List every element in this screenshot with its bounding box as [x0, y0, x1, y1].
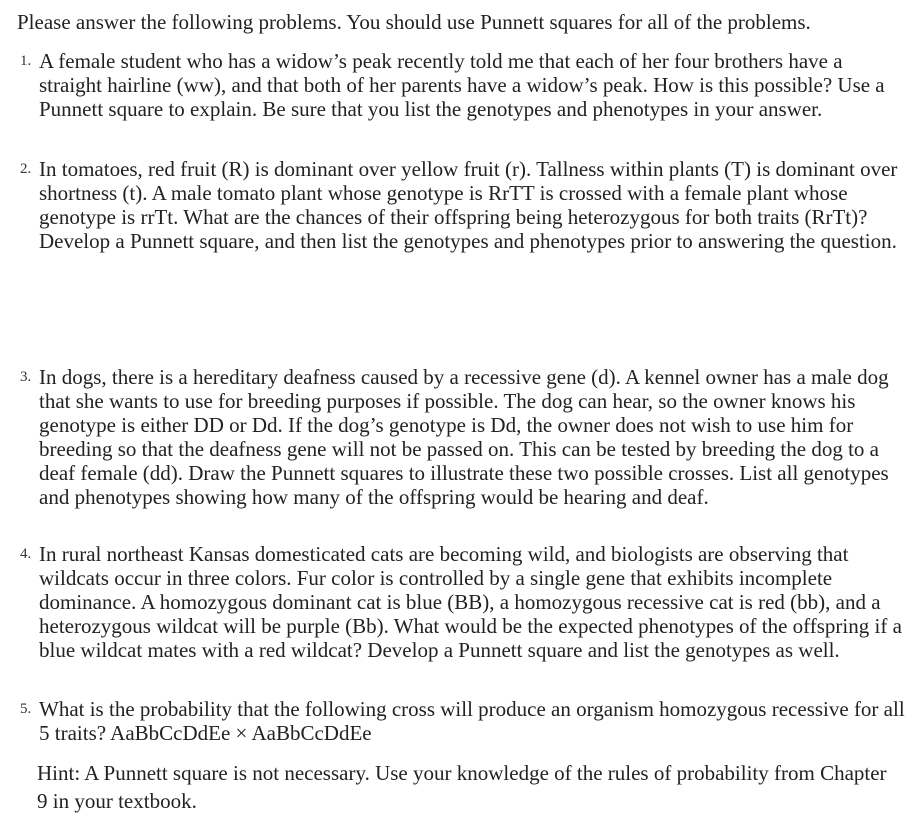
problem-number: 3. — [20, 369, 32, 385]
problem-5 — [20, 697, 905, 745]
problem-text: What is the probability that the following cross will produce an organism homozygous recessive for all 5 traits? AaBbCcDdEe × AaBbCcDdEe — [39, 697, 905, 745]
problem-1 — [20, 49, 905, 121]
problem-number: 4. — [20, 546, 32, 562]
problem-text: In dogs, there is a hereditary deafness caused by a recessive gene (d). A kennel owner has a male dog that she wants to use for breeding purposes if possible. The dog can hear, so the owner knows his genotype is either DD or Dd. If the dog’s genotype is Dd, the owner does not wish to use him for breeding so that the deafness gene will not be passed on. This can be tested by breeding the dog to a deaf female (dd). Draw the Punnett squares to illustrate these two possible crosses. List all genotypes and phenotypes showing how many of the offspring would be hearing and deaf. — [39, 365, 889, 509]
problem-number: 2. — [20, 161, 32, 177]
problem-number: 1. — [20, 53, 32, 69]
problem-text: A female student who has a widow’s peak recently told me that each of her four brothers have a straight hairline (ww), and that both of her parents have a widow’s peak. How is this possible? Use a Punnett square to explain. Be sure that you list the genotypes and phenotypes in your answer. — [39, 49, 885, 121]
problem-4 — [20, 542, 905, 662]
problem-number: 5. — [20, 701, 32, 717]
problem-2 — [20, 157, 905, 253]
problem-text: In rural northeast Kansas domesticated cats are becoming wild, and biologists are observing that wildcats occur in three colors. Fur color is controlled by a single gene that exhibits incomplete dominance. A homozygous dominant cat is blue (BB), a homozygous recessive cat is red (bb), and a heterozygous wildcat will be purple (Bb). What would be the expected phenotypes of the offspring if a blue wildcat mates with a red wildcat? Develop a Punnett square and list the genotypes as well. — [39, 542, 902, 662]
instructions-text: Please answer the following problems. You should use Punnett squares for all of the problems. — [17, 10, 811, 34]
hint-text: Hint: A Punnett square is not necessary. Use your knowledge of the rules of probability from Chapter 9 in your textbook. — [37, 761, 887, 813]
problem-text: In tomatoes, red fruit (R) is dominant over yellow fruit (r). Tallness within plants (T) is dominant over shortness (t). A male tomato plant whose genotype is RrTT is crossed with a female plant whose genotype is rrTt. What are the chances of their offspring being heterozygous for both traits (RrTt)? Develop a Punnett square, and then list the genotypes and phenotypes prior to answering the question. — [39, 157, 898, 253]
problem-3 — [20, 365, 905, 509]
